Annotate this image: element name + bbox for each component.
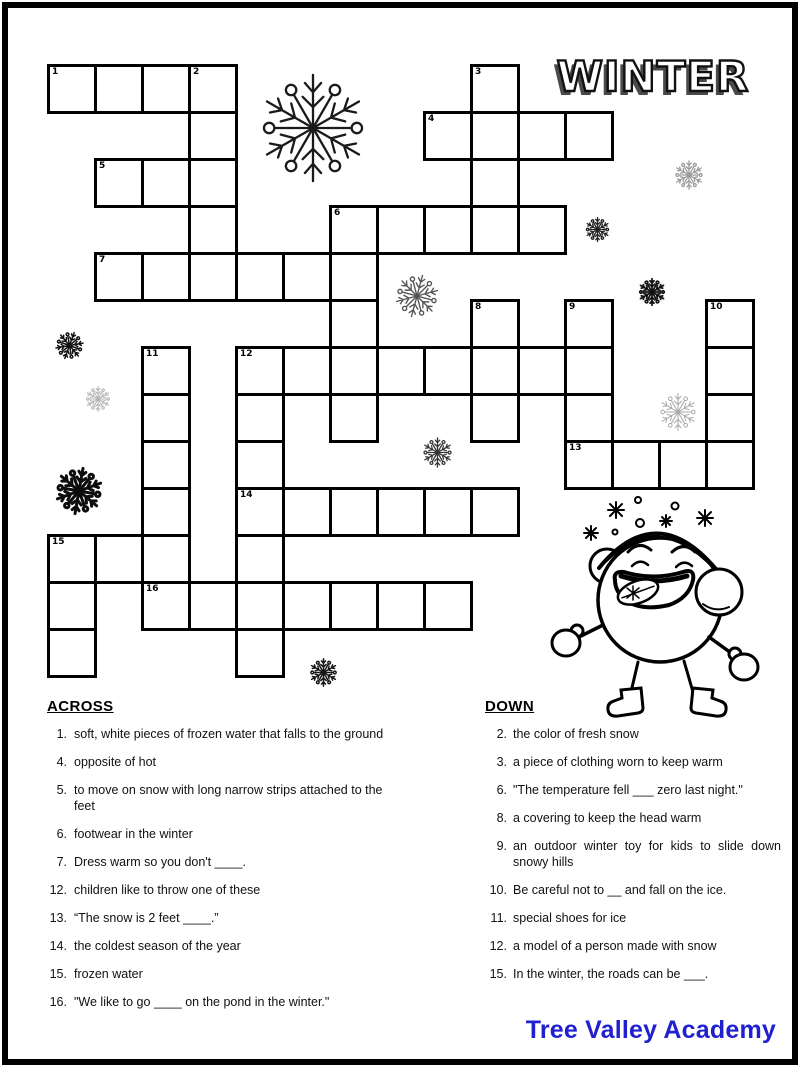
clue-number: 11.	[490, 911, 507, 925]
clue-number: 3.	[496, 755, 507, 769]
grid-cell[interactable]	[423, 346, 473, 396]
clue-item	[483, 910, 785, 926]
clue-text: opposite of hot	[74, 755, 157, 769]
grid-cell[interactable]	[329, 205, 379, 255]
clue-number: 6.	[56, 827, 67, 841]
grid-cell[interactable]	[705, 299, 755, 349]
cell-number: 8	[475, 302, 482, 312]
grid-cell[interactable]	[564, 111, 614, 161]
clue-item	[45, 754, 405, 770]
grid-cell[interactable]	[564, 393, 614, 443]
clue-item	[45, 994, 405, 1010]
grid-cell[interactable]	[564, 299, 614, 349]
grid-cell[interactable]	[376, 487, 426, 537]
grid-cell[interactable]	[141, 440, 191, 490]
clue-text: to move on snow with long narrow strips attached to the feet	[74, 783, 383, 813]
grid-cell[interactable]	[94, 64, 144, 114]
clue-item	[483, 782, 785, 798]
grid-cell[interactable]	[188, 205, 238, 255]
clue-item	[483, 810, 785, 826]
grid-cell[interactable]	[188, 111, 238, 161]
grid-cell[interactable]	[329, 581, 379, 631]
clue-text: the color of fresh snow	[513, 727, 639, 741]
cell-number: 6	[334, 208, 341, 218]
clue-item	[45, 910, 405, 926]
grid-cell[interactable]	[517, 346, 567, 396]
grid-cell[interactable]	[329, 346, 379, 396]
grid-cell[interactable]	[235, 487, 285, 537]
grid-cell[interactable]	[235, 628, 285, 678]
grid-cell[interactable]	[376, 581, 426, 631]
clue-item	[45, 854, 405, 870]
grid-cell[interactable]	[235, 252, 285, 302]
grid-cell[interactable]	[564, 346, 614, 396]
grid-cell[interactable]	[188, 64, 238, 114]
grid-cell[interactable]	[470, 64, 520, 114]
clue-number: 14.	[49, 939, 67, 953]
clue-text: Dress warm so you don't ____.	[74, 855, 246, 869]
grid-cell[interactable]	[376, 205, 426, 255]
clue-item	[483, 838, 785, 870]
down-header: DOWN	[485, 698, 535, 715]
clue-text: children like to throw one of these	[74, 883, 261, 897]
clue-text: "We like to go ____ on the pond in the winter."	[74, 995, 330, 1009]
grid-cell[interactable]	[517, 111, 567, 161]
grid-cell[interactable]	[423, 205, 473, 255]
grid-cell[interactable]	[470, 487, 520, 537]
across-header: ACROSS	[47, 698, 114, 715]
grid-cell[interactable]	[282, 581, 332, 631]
cell-number: 14	[240, 490, 253, 500]
cell-number: 9	[569, 302, 576, 312]
grid-cell[interactable]	[141, 158, 191, 208]
grid-cell[interactable]	[235, 581, 285, 631]
clue-number: 4.	[56, 755, 67, 769]
clue-item	[483, 726, 785, 742]
grid-cell[interactable]	[517, 205, 567, 255]
clue-number: 7.	[56, 855, 67, 869]
grid-cell[interactable]	[94, 158, 144, 208]
cell-number: 5	[99, 161, 106, 171]
clue-number: 5.	[56, 783, 67, 797]
grid-cell[interactable]	[705, 440, 755, 490]
cell-number: 1	[52, 67, 59, 77]
grid-cell[interactable]	[376, 346, 426, 396]
grid-cell[interactable]	[329, 252, 379, 302]
clue-item	[45, 938, 405, 954]
brand-text: Tree Valley Academy	[525, 1016, 776, 1044]
grid-cell[interactable]	[470, 111, 520, 161]
grid-cell[interactable]	[188, 158, 238, 208]
clue-item	[483, 938, 785, 954]
clue-text: a model of a person made with snow	[513, 939, 717, 953]
grid-cell[interactable]	[282, 252, 332, 302]
cell-number: 11	[146, 349, 159, 359]
grid-cell[interactable]	[329, 487, 379, 537]
clue-item	[45, 726, 405, 742]
grid-cell[interactable]	[235, 346, 285, 396]
grid-cell[interactable]	[188, 252, 238, 302]
clue-item	[45, 882, 405, 898]
clue-text: an outdoor winter toy for kids to slide down snowy hills	[513, 839, 781, 869]
grid-cell[interactable]	[235, 393, 285, 443]
clue-number: 15.	[489, 967, 507, 981]
clue-number: 8.	[496, 811, 507, 825]
grid-cell[interactable]	[188, 581, 238, 631]
cell-number: 16	[146, 584, 159, 594]
cell-number: 4	[428, 114, 435, 124]
clue-number: 16.	[49, 995, 67, 1009]
grid-cell[interactable]	[94, 252, 144, 302]
cell-number: 13	[569, 443, 582, 453]
grid-cell[interactable]	[329, 393, 379, 443]
cell-number: 3	[475, 67, 482, 77]
grid-cell[interactable]	[141, 487, 191, 537]
clue-item	[45, 826, 405, 842]
grid-cell[interactable]	[141, 581, 191, 631]
cell-number: 7	[99, 255, 106, 265]
clue-item	[483, 754, 785, 770]
clue-number: 10.	[489, 883, 507, 897]
clue-text: the coldest season of the year	[74, 939, 241, 953]
cell-number: 2	[193, 67, 200, 77]
clue-item	[45, 782, 405, 814]
down-clue-list	[483, 726, 785, 982]
grid-cell[interactable]	[47, 628, 97, 678]
clue-text: footwear in the winter	[74, 827, 193, 841]
grid-cell[interactable]	[329, 299, 379, 349]
worksheet-title: WINTER	[556, 52, 750, 101]
grid-cell[interactable]	[705, 346, 755, 396]
grid-cell[interactable]	[47, 534, 97, 584]
grid-cell[interactable]	[141, 534, 191, 584]
clue-text: a piece of clothing worn to keep warm	[513, 755, 723, 769]
clue-text: In the winter, the roads can be ___.	[513, 967, 709, 981]
grid-cell[interactable]	[564, 440, 614, 490]
grid-cell[interactable]	[47, 64, 97, 114]
grid-cell[interactable]	[470, 393, 520, 443]
grid-cell[interactable]	[705, 393, 755, 443]
clue-item	[483, 882, 785, 898]
clue-text: special shoes for ice	[513, 911, 627, 925]
clue-number: 15.	[49, 967, 67, 981]
clue-text: frozen water	[74, 967, 143, 981]
grid-cell[interactable]	[141, 64, 191, 114]
clue-item	[45, 966, 405, 982]
grid-cell[interactable]	[235, 534, 285, 584]
clue-number: 1.	[56, 727, 67, 741]
clue-number: 12.	[49, 883, 67, 897]
grid-cell[interactable]	[470, 158, 520, 208]
grid-cell[interactable]	[47, 581, 97, 631]
clue-text: a covering to keep the head warm	[513, 811, 702, 825]
grid-cell[interactable]	[611, 440, 661, 490]
grid-cell[interactable]	[282, 346, 332, 396]
grid-cell[interactable]	[235, 440, 285, 490]
clue-text: “The snow is 2 feet ____.”	[74, 911, 219, 925]
down-clues-section	[483, 698, 785, 994]
grid-cell[interactable]	[470, 299, 520, 349]
grid-cell[interactable]	[141, 393, 191, 443]
cell-number: 15	[52, 537, 65, 547]
across-clues-section	[45, 698, 405, 1022]
grid-cell[interactable]	[94, 534, 144, 584]
clue-text: "The temperature fell ___ zero last night."	[513, 783, 743, 797]
clue-number: 12.	[489, 939, 507, 953]
clue-number: 9.	[496, 839, 507, 853]
grid-cell[interactable]	[141, 346, 191, 396]
cell-number: 12	[240, 349, 253, 359]
grid-cell[interactable]	[470, 205, 520, 255]
grid-cell[interactable]	[658, 440, 708, 490]
grid-cell[interactable]	[282, 487, 332, 537]
cell-number: 10	[710, 302, 723, 312]
clue-text: soft, white pieces of frozen water that falls to the ground	[74, 727, 384, 741]
across-clue-list	[45, 726, 405, 1010]
clue-number: 6.	[496, 783, 507, 797]
grid-cell[interactable]	[423, 111, 473, 161]
grid-cell[interactable]	[470, 346, 520, 396]
grid-cell[interactable]	[141, 252, 191, 302]
clue-number: 13.	[49, 911, 67, 925]
clue-item	[483, 966, 785, 982]
grid-cell[interactable]	[423, 581, 473, 631]
clue-number: 2.	[496, 727, 507, 741]
grid-cell[interactable]	[423, 487, 473, 537]
clue-text: Be careful not to __ and fall on the ice.	[513, 883, 727, 897]
